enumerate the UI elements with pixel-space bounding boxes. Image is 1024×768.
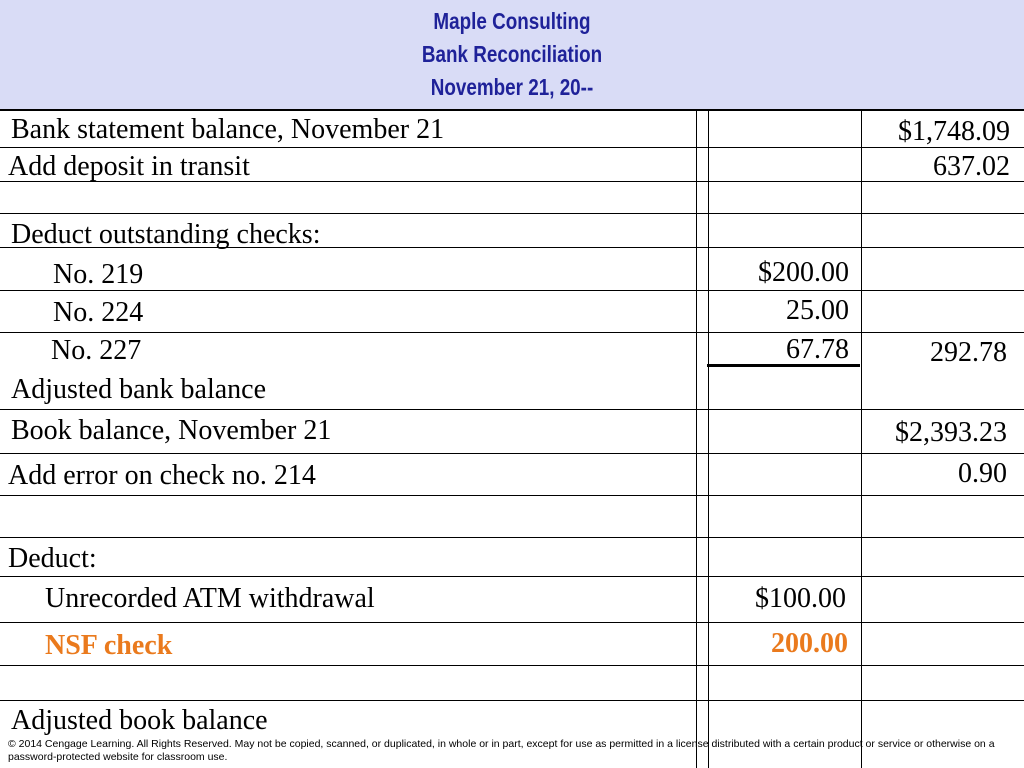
row-divider — [0, 332, 1024, 333]
row-divider — [0, 576, 1024, 577]
row-divider — [0, 409, 1024, 410]
row-divider — [0, 700, 1024, 701]
checks-total-amount: 292.78 — [930, 337, 1007, 368]
nsf-check-label: NSF check — [45, 630, 173, 661]
reconciliation-header — [0, 0, 1024, 111]
column-divider — [861, 111, 862, 768]
check-label: No. 227 — [51, 335, 142, 366]
check-error-amount: 0.90 — [958, 458, 1007, 489]
deduct-label: Deduct: — [8, 543, 97, 574]
check-amount: 67.78 — [786, 334, 849, 365]
row-divider — [0, 290, 1024, 291]
column-divider — [708, 111, 709, 768]
row-divider — [0, 213, 1024, 214]
row-divider — [0, 147, 1024, 148]
row-divider — [0, 537, 1024, 538]
row-divider — [0, 453, 1024, 454]
row-divider — [0, 495, 1024, 496]
nsf-check-amount: 200.00 — [771, 628, 848, 659]
report-date: November 21, 20-- — [430, 74, 594, 100]
check-error-label: Add error on check no. 214 — [8, 460, 316, 491]
row-divider — [0, 622, 1024, 623]
copyright-notice: © 2014 Cengage Learning. All Rights Reserved. May not be copied, scanned, or duplicated, in whole or in part, except for use as permitted in a license distributed with a certain product or service or otherwise on a password-protected website for classroom use. — [8, 738, 995, 763]
outstanding-checks-label: Deduct outstanding checks: — [11, 219, 321, 250]
atm-withdrawal-label: Unrecorded ATM withdrawal — [45, 583, 375, 614]
book-balance-label: Book balance, November 21 — [11, 415, 332, 446]
check-label: No. 219 — [53, 259, 144, 290]
atm-withdrawal-amount: $100.00 — [755, 583, 846, 614]
check-label: No. 224 — [53, 297, 144, 328]
check-amount: 25.00 — [786, 295, 849, 326]
company-name: Maple Consulting — [433, 8, 591, 34]
report-title: Bank Reconciliation — [421, 41, 603, 67]
deposit-in-transit-amount: 637.02 — [933, 151, 1010, 182]
adjusted-bank-balance-label: Adjusted bank balance — [11, 374, 267, 405]
bank-statement-amount: $1,748.09 — [898, 116, 1010, 147]
row-divider — [0, 665, 1024, 666]
book-balance-amount: $2,393.23 — [895, 417, 1007, 448]
check-amount: $200.00 — [758, 257, 849, 288]
deposit-in-transit-label: Add deposit in transit — [8, 151, 250, 182]
adjusted-book-balance-label: Adjusted book balance — [11, 705, 268, 736]
column-divider — [696, 111, 697, 768]
bank-statement-label: Bank statement balance, November 21 — [11, 114, 445, 145]
